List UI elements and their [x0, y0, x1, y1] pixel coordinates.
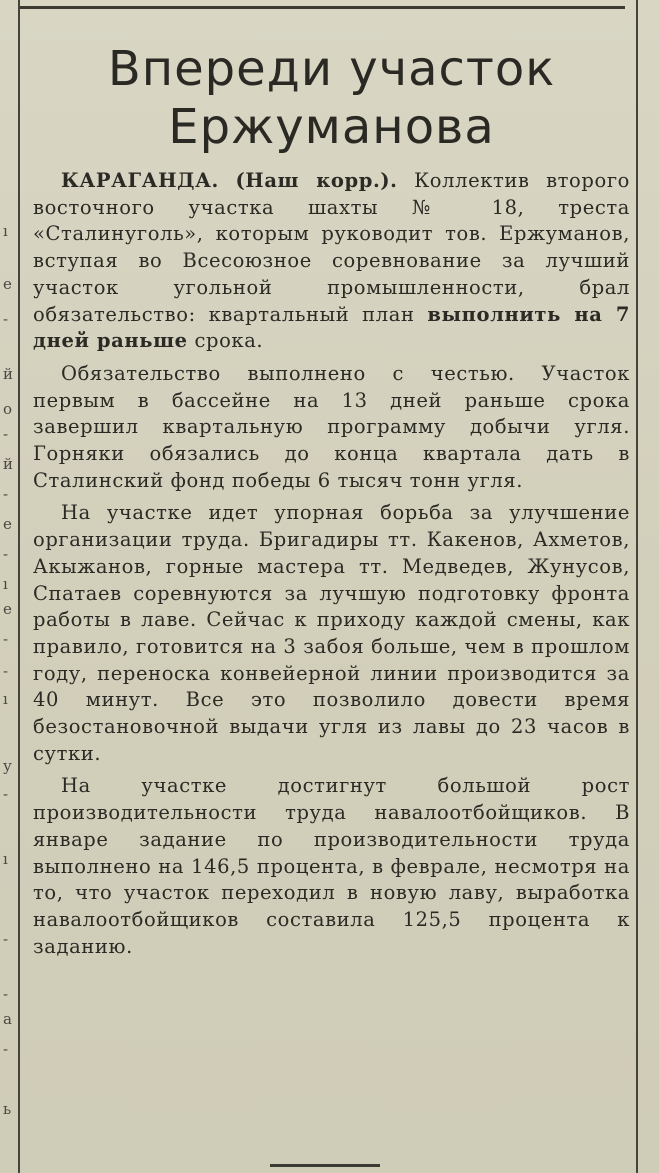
gutter-fragment: ı	[3, 690, 8, 708]
right-column-rule	[636, 0, 638, 1173]
gutter-fragment: -	[3, 785, 9, 803]
gutter-fragment: -	[3, 930, 9, 948]
gutter-fragment: -	[3, 662, 9, 680]
article-headline: Впереди участок Ержуманова	[107, 41, 556, 155]
gutter-fragment: -	[3, 1040, 9, 1058]
article-paragraph-3: На участке идет упорная борьба за улучшение организации труда. Бригадиры тт. Какенов, Ахметов, Акыжанов, горные мастера тт. Медведев, Жунусов, Спатаев соревнуются за лучшую подготовку фронта работы в лаве. Сейчас к приходу каждой смены, как правило, готовится на 3 забоя больше, чем в прошлом году, переноска конвейерной линии производится за 40 минут. Все это позволило довести время безостановочной выдачи угля из лавы до 23 часов в сутки.	[33, 501, 630, 765]
emphasized-text: выполнить на 7 дней раньше	[33, 302, 630, 353]
paragraph-text: срока.	[187, 329, 264, 353]
article-paragraph-2: Обязательство выполнено с честью. Участок первым в бассейне на 13 дней раньше срока завершил квартальную программу добычи угля. Горняки обязались до конца квартала дать в Сталинский фонд победы 6 тысяч тонн угля.	[33, 361, 630, 492]
gutter-fragment: о	[3, 400, 13, 418]
gutter-fragment: е	[3, 275, 12, 293]
gutter-fragment: -	[3, 630, 9, 648]
dateline: КАРАГАНДА.	[61, 169, 219, 192]
left-column-rule	[18, 0, 20, 1173]
gutter-fragment: -	[3, 545, 9, 563]
gutter-fragment: -	[3, 425, 9, 443]
gutter-fragment: ı	[3, 575, 8, 593]
news-article	[33, 40, 630, 966]
gutter-fragment: ı	[3, 222, 8, 240]
gutter-fragment: ı	[3, 850, 8, 868]
gutter-fragment: ь	[3, 1100, 12, 1118]
gutter-fragment: й	[3, 455, 13, 473]
article-body	[33, 168, 630, 960]
gutter-fragment: е	[3, 515, 12, 533]
left-gutter-fragments	[0, 0, 16, 1173]
gutter-fragment: у	[3, 757, 12, 775]
gutter-fragment: -	[3, 485, 9, 503]
article-paragraph-4: На участке достигнут большой рост производительности труда навалоотбойщиков. В январе задание по производительности труда выполнено на 146,5 процента, в феврале, несмотря на то, что участок переходил в новую лаву, выработка навалоотбойщиков составила 125,5 процента к заданию.	[33, 774, 630, 958]
gutter-fragment: е	[3, 600, 12, 618]
article-paragraph-1	[33, 168, 630, 355]
gutter-fragment: й	[3, 365, 13, 383]
gutter-fragment: -	[3, 310, 9, 328]
top-rule	[20, 6, 625, 9]
paragraph-text: Коллектив второго восточного участка шахты № 18, треста «Сталинуголь», которым руководит тов. Ержуманов, вступая во Всесоюзное соревнование за лучший участок угольной промышленности, брал обязательство: квартальный план	[33, 169, 630, 326]
source-credit: (Наш корр.).	[235, 169, 398, 192]
gutter-fragment: а	[3, 1010, 12, 1028]
bottom-rule	[270, 1164, 380, 1167]
gutter-fragment: -	[3, 985, 9, 1003]
